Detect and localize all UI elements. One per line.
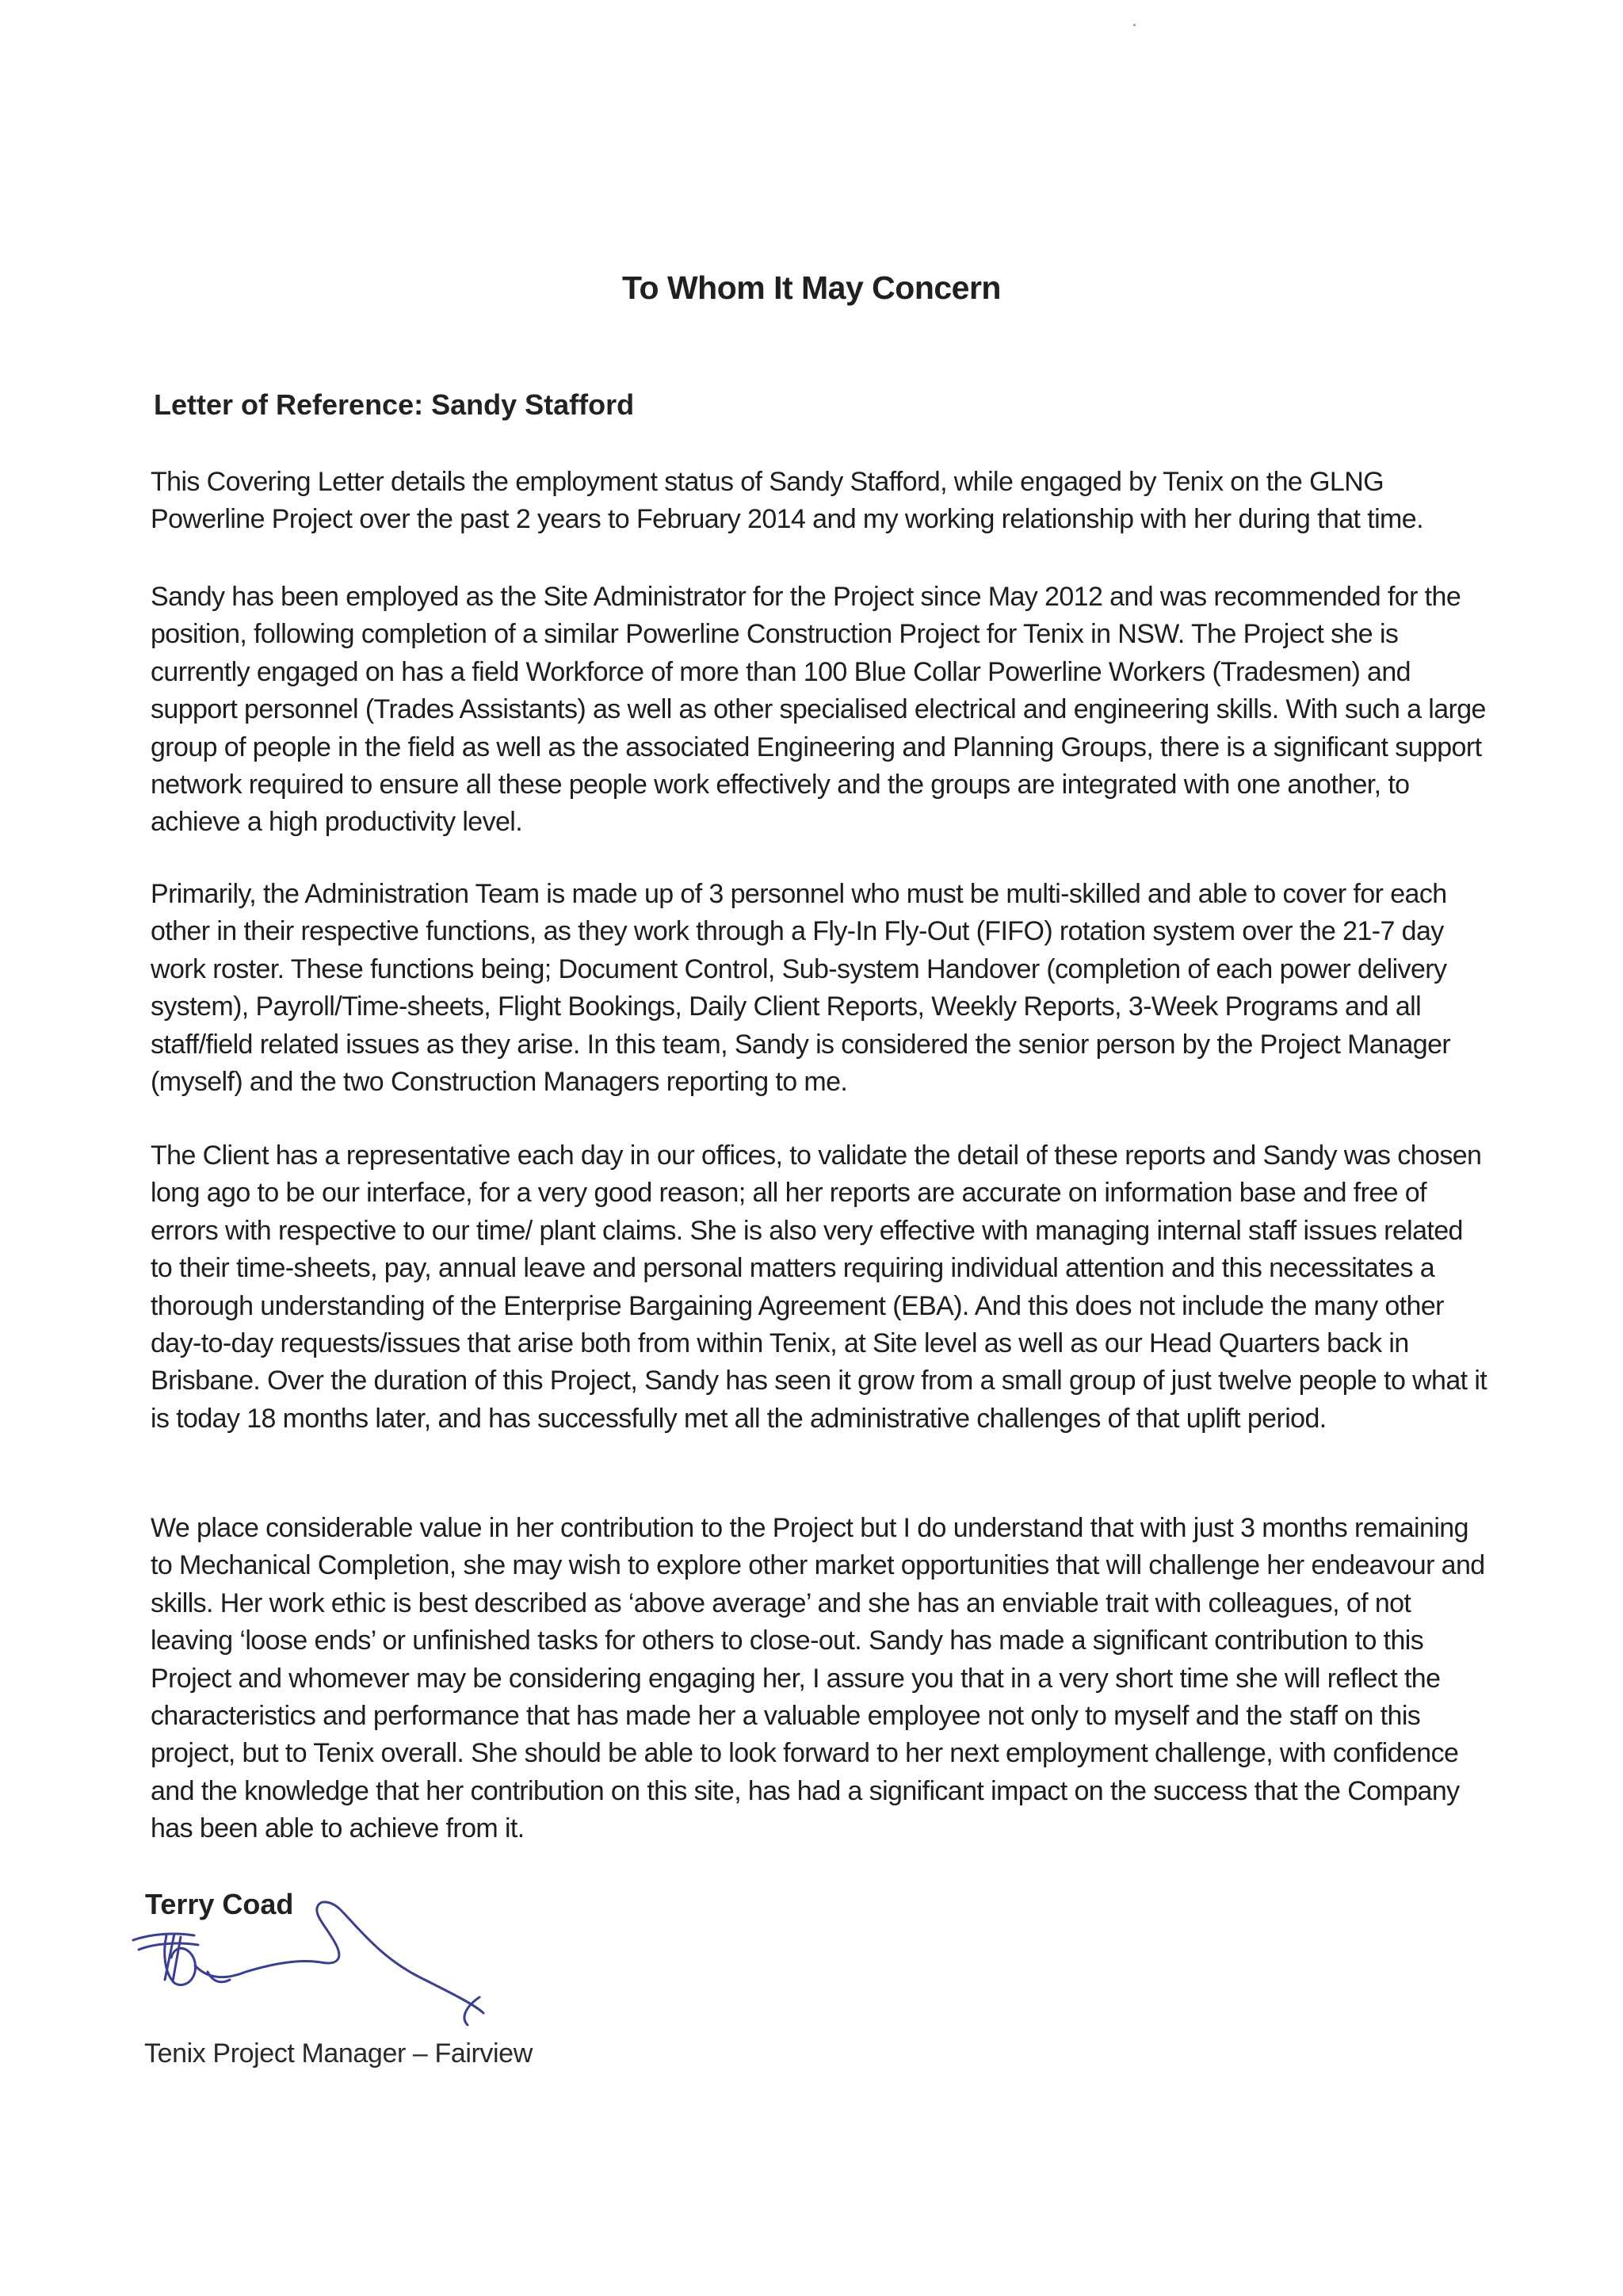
signer-name: Terry Coad xyxy=(145,1888,294,1920)
scan-speck xyxy=(1133,24,1136,26)
paragraph-recommendation: We place considerable value in her contribution to the Project but I do understand that with just 3 months remaining to Mechanical Completion, she may wish to explore other market opportunities that will challenge her endeavour and skills. Her work ethic is best described as ‘above average’ and she has an enviable trait with colleagues, of not leaving ‘loose ends’ or unfinished tasks for others to close-out. Sandy has made a significant contribution to this Project and whomever may be considering engaging her, I assure you that in a very short time she will reflect the characteristics and performance that has made her a valuable employee not only to myself and the staff on this project, but to Tenix overall. She should be able to look forward to her next employment challenge, with confidence and the knowledge that her contribution on this site, has had a significant impact on the success that the Company has been able to achieve from it. xyxy=(151,1513,1485,1844)
signer-role: Tenix Project Manager – Fairview xyxy=(144,2038,533,2069)
handwritten-signature xyxy=(119,1886,515,2045)
paragraph-client-interface: The Client has a representative each day in our offices, to validate the detail of these reports and Sandy was chosen long ago to be our interface, for a very good reason; all her reports are accurate on information base and free of errors with respective to our time/ plant claims. She is also very effective with managing internal staff issues related to their time-sheets, pay, annual leave and personal matters requiring individual attention and this necessitates a thorough understanding of the Enterprise Bargaining Agreement (EBA). And this does not include the many other day-to-day requests/issues that arise both from within Tenix, at Site level as well as our Head Quarters back in Brisbane. Over the duration of this Project, Sandy has seen it grow from a small group of just twelve people to what it is today 18 months later, and has successfully met all the administrative challenges of that uplift period. xyxy=(151,1140,1487,1434)
paragraph-admin-team: Primarily, the Administration Team is made up of 3 personnel who must be multi-skilled and able to cover for each other in their respective functions, as they work through a Fly-In Fly-Out (FIFO) rotation system over the 21-7 day work roster. These functions being; Document Control, Sub-system Handover (completion of each power delivery system), Payroll/Time-sheets, Flight Bookings, Daily Client Reports, Weekly Reports, 3-Week Programs and all staff/field related issues as they arise. In this team, Sandy is considered the senior person by the Project Manager (myself) and the two Construction Managers reporting to me. xyxy=(151,879,1451,1098)
paragraph-role-description: Sandy has been employed as the Site Administrator for the Project since May 2012 and was recommended for the position, following completion of a similar Powerline Construction Project for Tenix in NSW. The Project she is currently engaged on has a field Workforce of more than 100 Blue Collar Powerline Workers (Tradesmen) and support personnel (Trades Assistants) as well as other specialised electrical and engineering skills. With such a large group of people in the field as well as the associated Engineering and Planning Groups, there is a significant support network required to ensure all these people work effectively and the groups are integrated with one another, to achieve a high productivity level. xyxy=(151,582,1486,838)
letter-title: To Whom It May Concern xyxy=(622,269,1001,306)
paragraph-employment-status: This Covering Letter details the employment status of Sandy Stafford, while engaged by Tenix on the GLNG Powerline Project over the past 2 years to February 2014 and my working relationship with her during that time. xyxy=(151,467,1423,535)
letter-subject: Letter of Reference: Sandy Stafford xyxy=(154,388,635,421)
